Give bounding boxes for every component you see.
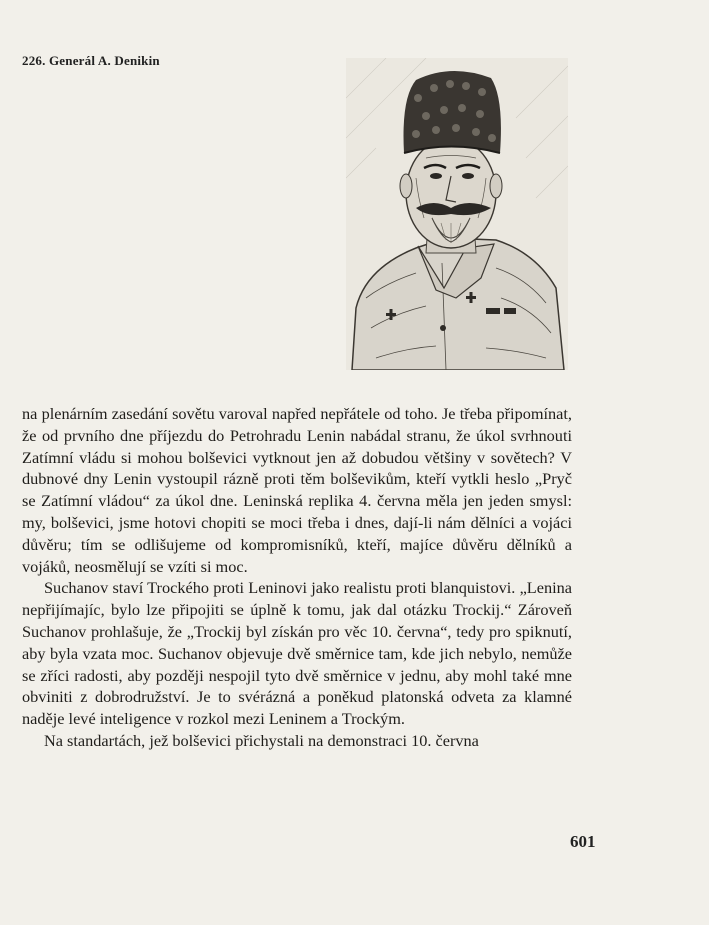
paragraph: Suchanov staví Trockého proti Leninovi jako realistu proti blanquistovi. „Lenina nepřijímajíc, bylo lze připojiti se úplně k tomu, jak dal otázku Trockij.“ Zároveň Suchanov prohlašuje, že „Trockij byl získán pro věc 10. června“, tedy pro spiknutí, aby byla vzata moc. Suchanov objevuje dvě směrnice tam, kde jich nebylo, nemůže se zříci radosti, aby později nespojil tyto dvě směrnice v jednu, aby mohl také mne obviniti z dobrodružství. Je to svérázná a poněkud platonská odveta za klamné naděje levé inteligence v rozkol mezi Leninem a Trockým. bbox=[22, 578, 572, 729]
figure-caption: 226. Generál A. Denikin bbox=[22, 53, 160, 68]
portrait-image bbox=[346, 58, 568, 370]
paragraph: na plenárním zasedání sovětu varoval napřed nepřátele od toho. Je třeba připomínat, že od prvního dne příjezdu do Petrohradu Lenin nabádal stranu, že úkol svrhnouti Zatímní vládu si mohou bolševici vytknout jen až dobudou většiny v sovětech? V dubnové dny Lenin vystoupil rázně proti těm bolševikům, kteří vytkli heslo „Pryč se Zatímní vládou“ za úkol dne. Leninská replika 4. června měla jen jeden smysl: my, bolševici, jsme hotovi chopiti se moci třeba i dnes, dají-li nám dělníci a vojáci důvěru; tím se odlišujeme od kompromisníků, kteří, majíce důvěru dělníků a vojáků, neosmělují se vzíti si moc. bbox=[22, 404, 572, 576]
portrait-drawing bbox=[346, 58, 568, 370]
page-number: 601 bbox=[570, 832, 596, 851]
paragraph: Na standartách, jež bolševici přichystali na demonstraci 10. června bbox=[44, 730, 479, 750]
body-text bbox=[22, 403, 572, 752]
